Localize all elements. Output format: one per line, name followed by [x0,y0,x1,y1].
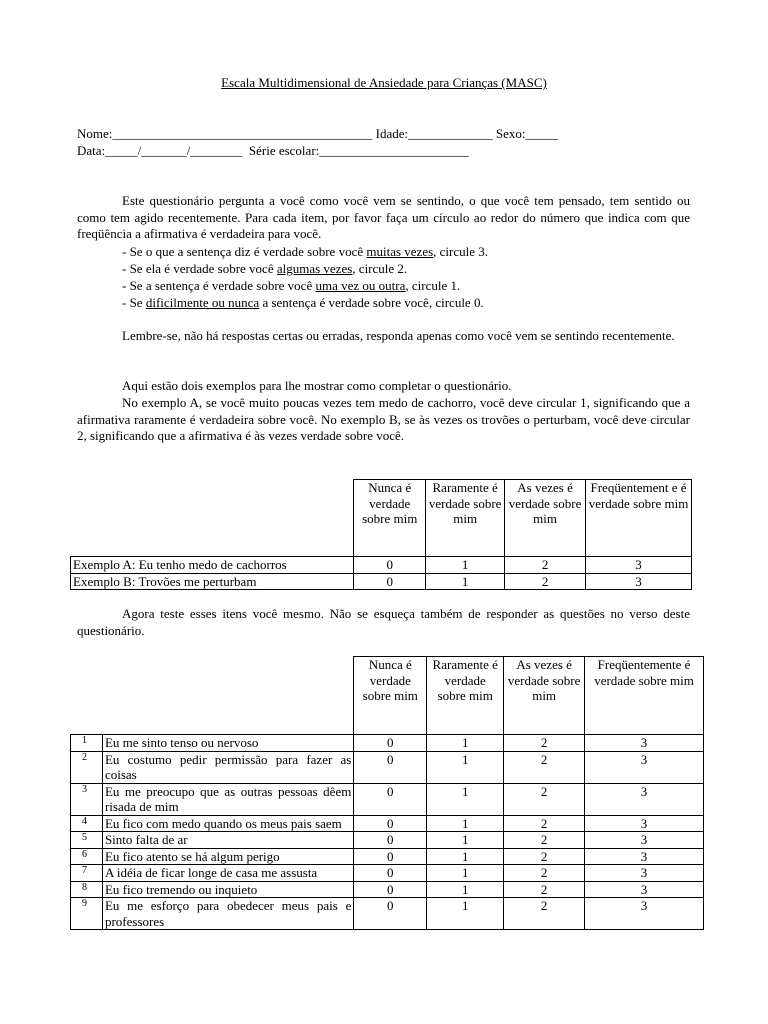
table-row [71,881,704,898]
answer-option-0[interactable]: 0 [354,735,427,752]
answer-option-3[interactable]: 3 [585,735,704,752]
answer-option-1[interactable]: 1 [426,557,505,574]
table-row [71,832,704,849]
item-text: A idéia de ficar longe de casa me assusta [102,865,353,882]
table-row [71,735,704,752]
reminder-paragraph: Lembre-se, não há respostas certas ou erradas, responda apenas como você vem se sentindo recentemente. [122,328,675,343]
answer-option-0[interactable]: 0 [354,557,426,574]
answer-option-1[interactable]: 1 [427,865,504,882]
answer-option-2[interactable]: 2 [504,898,585,930]
answer-option-1[interactable]: 1 [426,573,505,590]
header-rarely: Raramente é verdade sobre mim [426,480,505,557]
example-table [70,479,692,590]
answer-option-2[interactable]: 2 [505,573,586,590]
answer-option-0[interactable]: 0 [354,865,427,882]
item-number: 6 [71,848,103,865]
answer-option-1[interactable]: 1 [427,815,504,832]
answer-option-2[interactable]: 2 [504,815,585,832]
item-number: 9 [71,898,103,930]
example-label: Exemplo A: Eu tenho medo de cachorros [71,557,354,574]
item-number: 7 [71,865,103,882]
instruction-4: - Se dificilmente ou nunca a sentença é verdade sobre você, circule 0. [122,295,484,310]
answer-option-2[interactable]: 2 [504,783,585,815]
header-never: Nunca é verdade sobre mim [354,657,427,735]
table-row [71,865,704,882]
header-often: Freqüentement e é verdade sobre mim [586,480,692,557]
examples-intro: Aqui estão dois exemplos para lhe mostrar como completar o questionário. [122,378,512,393]
answer-option-1[interactable]: 1 [427,783,504,815]
item-number: 2 [71,751,103,783]
answer-option-0[interactable]: 0 [354,848,427,865]
answer-option-0[interactable]: 0 [354,573,426,590]
item-text: Eu costumo pedir permissão para fazer as coisas [102,751,353,783]
answer-option-2[interactable]: 2 [504,751,585,783]
answer-option-0[interactable]: 0 [354,898,427,930]
instruction-1: - Se o que a sentença diz é verdade sobre você muitas vezes, circule 3. [122,244,489,259]
header-rarely: Raramente é verdade sobre mim [427,657,504,735]
item-text: Eu fico tremendo ou inquieto [102,881,353,898]
instruction-2: - Se ela é verdade sobre você algumas vezes, circule 2. [122,261,408,276]
answer-option-2[interactable]: 2 [505,557,586,574]
answer-option-3[interactable]: 3 [585,881,704,898]
answer-option-0[interactable]: 0 [354,783,427,815]
table-row [71,898,704,930]
page-title: Escala Multidimensional de Ansiedade para Crianças (MASC) [221,75,547,90]
answer-option-3[interactable]: 3 [585,865,704,882]
blank-cell [71,657,103,735]
answer-option-1[interactable]: 1 [427,848,504,865]
item-number: 3 [71,783,103,815]
answer-option-3[interactable]: 3 [585,848,704,865]
item-text: Eu me preocupo que as outras pessoas dêem risada de mim [102,783,353,815]
answer-option-3[interactable]: 3 [585,783,704,815]
answer-option-2[interactable]: 2 [504,848,585,865]
answer-option-2[interactable]: 2 [504,832,585,849]
answer-option-0[interactable]: 0 [354,832,427,849]
table-row [71,848,704,865]
example-row-b [71,573,692,590]
form-line-date-grade[interactable]: Data:_____/_______/________ Série escolar:_______________________ [77,143,469,158]
item-text: Eu me esforço para obedecer meus pais e professores [102,898,353,930]
examples-explanation: No exemplo A, se você muito poucas vezes tem medo de cachorro, você deve circular 1, significando que a afirmativa raramente é verdadeira sobre você. No exemplo B, se às vezes os trovões o perturbam, você deve circular 2, significando que a afirmativa é às vezes verdade sobre você. [77,395,690,443]
item-number: 8 [71,881,103,898]
answer-option-1[interactable]: 1 [427,751,504,783]
table-row [71,783,704,815]
instruction-3: - Se a sentença é verdade sobre você uma vez ou outra, circule 1. [122,278,461,293]
example-row-a [71,557,692,574]
item-number: 4 [71,815,103,832]
answer-option-2[interactable]: 2 [504,865,585,882]
answer-option-3[interactable]: 3 [585,751,704,783]
item-text: Eu me sinto tenso ou nervoso [102,735,353,752]
answer-option-0[interactable]: 0 [354,751,427,783]
answer-option-3[interactable]: 3 [585,815,704,832]
answer-option-1[interactable]: 1 [427,832,504,849]
blank-cell [71,480,354,557]
intro-paragraph: Este questionário pergunta a você como você vem se sentindo, o que você tem pensado, tem sentido ou como tem agido recentemente. Para cada item, por favor faça um círculo ao redor do número que indica com que freqüência a afirmativa é verdadeira para você. [77,193,690,241]
item-text: Eu fico com medo quando os meus pais saem [102,815,353,832]
blank-cell [102,657,353,735]
example-table-header [71,480,692,557]
answer-option-0[interactable]: 0 [354,881,427,898]
header-sometimes: As vezes é verdade sobre mim [505,480,586,557]
item-text: Sinto falta de ar [102,832,353,849]
answer-option-3[interactable]: 3 [585,832,704,849]
answer-option-3[interactable]: 3 [586,573,692,590]
item-number: 1 [71,735,103,752]
table-row [71,751,704,783]
answer-option-1[interactable]: 1 [427,735,504,752]
answer-option-0[interactable]: 0 [354,815,427,832]
header-never: Nunca é verdade sobre mim [354,480,426,557]
item-text: Eu fico atento se há algum perigo [102,848,353,865]
answer-option-3[interactable]: 3 [586,557,692,574]
answer-option-2[interactable]: 2 [504,881,585,898]
answer-option-1[interactable]: 1 [427,881,504,898]
answer-option-3[interactable]: 3 [585,898,704,930]
answer-option-1[interactable]: 1 [427,898,504,930]
answer-option-2[interactable]: 2 [504,735,585,752]
item-number: 5 [71,832,103,849]
table-row [71,815,704,832]
try-paragraph: Agora teste esses itens você mesmo. Não se esqueça também de responder as questões no verso deste questionário. [77,606,690,638]
form-line-name-age-sex[interactable]: Nome:________________________________________ Idade:_____________ Sexo:_____ [77,126,558,141]
header-often: Freqüentemente é verdade sobre mim [585,657,704,735]
header-sometimes: As vezes é verdade sobre mim [504,657,585,735]
items-table-header [71,657,704,735]
items-table [70,656,704,930]
example-label: Exemplo B: Trovões me perturbam [71,573,354,590]
